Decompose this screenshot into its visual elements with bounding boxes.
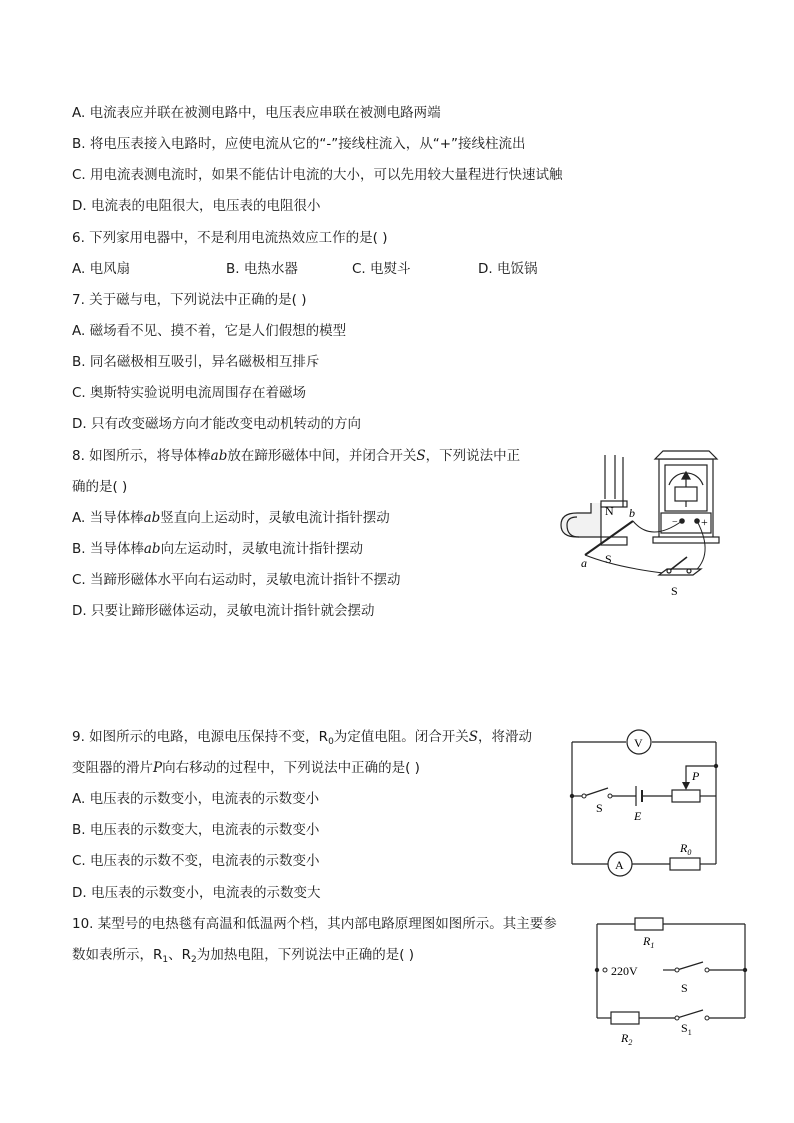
switch-s1-label: $S_1$: [681, 1021, 692, 1037]
q8-option-c: C. 当蹄形磁体水平向右运动时，灵敏电流计指针不摆动: [72, 572, 401, 588]
q6-option-c: C. 电熨斗: [352, 261, 411, 277]
q9-option-b: B. 电压表的示数变大，电流表的示数变小: [72, 822, 320, 838]
q9-circuit-diagram: [560, 728, 730, 880]
q7-stem: 7. 关于磁与电，下列说法中正确的是( ): [72, 292, 307, 308]
resistor-r0: [670, 858, 700, 870]
q9-option-c: C. 电压表的示数不变，电流表的示数变小: [72, 853, 320, 869]
magnet-n-label: N: [605, 504, 614, 518]
q8-stem: 8. 如图所示，将导体棒ab放在蹄形磁体中间，并闭合开关S，下列说法中正: [72, 448, 521, 464]
q8-option-d: D. 只要让蹄形磁体运动，灵敏电流计指针就会摆动: [72, 603, 375, 619]
switch-s1-blade: [677, 1010, 703, 1018]
battery-e-label: E: [634, 809, 642, 823]
voltage-label: 220V: [611, 964, 638, 978]
q9-stem: 9. 如图所示的电路，电源电压保持不变，$R_0$为定值电阻。闭合开关S，将滑动: [72, 729, 533, 747]
q10-circuit-diagram: [585, 912, 755, 1052]
switch-blade: [584, 788, 608, 796]
switch-s-label: S: [596, 801, 603, 815]
q7-option-b: B. 同名磁极相互吸引，异名磁极相互排斥: [72, 354, 320, 370]
q7-option-a: A. 磁场看不见、摸不着，它是人们假想的模型: [72, 323, 347, 339]
q8-stem-ab: ab: [210, 448, 228, 464]
conductor-a-label: a: [581, 556, 587, 570]
q6-stem: 6. 下列家用电器中，不是利用电流热效应工作的是( ): [72, 230, 388, 246]
q6-option-d: D. 电饭锅: [478, 261, 538, 277]
q9-option-a: A. 电压表的示数变小，电流表的示数变小: [72, 791, 320, 807]
switch-s-blade: [677, 962, 703, 970]
resistor-r1-label: $R_1$: [643, 934, 655, 950]
switch-s-label: S: [681, 981, 688, 995]
galvanometer-plus-label: +: [701, 515, 708, 529]
q9-option-d: D. 电压表的示数变小，电流表的示数变大: [72, 885, 321, 901]
q7-option-d: D. 只有改变磁场方向才能改变电动机转动的方向: [72, 416, 361, 432]
q8-stem-line2: 确的是( ): [72, 479, 128, 495]
q6-option-b: B. 电热水器: [226, 261, 298, 277]
voltmeter-label: V: [634, 736, 643, 750]
galvanometer-minus-label: −: [672, 517, 678, 528]
q10-stem-line2: 数如表所示，$R_1$、$R_2$为加热电阻，下列说法中正确的是( ): [72, 947, 415, 965]
magnet-s-label: S: [605, 552, 612, 566]
q5-option-d: D. 电流表的电阻很大，电压表的电阻很小: [72, 198, 321, 214]
ammeter-label: A: [615, 858, 624, 872]
q5-option-b: B. 将电压表接入电路时，应使电流从它的“-”接线柱流入，从“+”接线柱流出: [72, 136, 526, 152]
q5-option-c: C. 用电流表测电流时，如果不能估计电流的大小，可以先用较大量程进行快速试触: [72, 167, 563, 183]
resistor-r2-label: $R_2$: [621, 1031, 633, 1047]
resistor-r0-label: $R_0$: [680, 841, 692, 857]
galvanometer: [653, 451, 719, 543]
wire-a-to-switch: [585, 555, 663, 573]
q7-option-c: C. 奥斯特实验说明电流周围存在着磁场: [72, 385, 307, 401]
q8-induction-diagram: [555, 445, 725, 605]
q5-option-a: A. 电流表应并联在被测电路中，电压表应串联在被测电路两端: [72, 105, 441, 121]
resistor-r2: [611, 1012, 639, 1024]
q6-option-a: A. 电风扇: [72, 261, 131, 277]
q9-stem-line2: 变阻器的滑片P向右移动的过程中，下列说法中正确的是( ): [72, 760, 420, 776]
slider-p: [686, 766, 716, 784]
q10-stem-line1: 10. 某型号的电热毯有高温和低温两个档，其内部电路原理图如图所示。其主要参: [72, 916, 557, 932]
slider-p-label: P: [692, 769, 700, 783]
q8-option-a: A. 当导体棒ab竖直向上运动时，灵敏电流计指针摆动: [72, 510, 390, 526]
knife-switch: [659, 557, 701, 575]
q8-stem-s: S: [416, 448, 426, 464]
q8-option-b: B. 当导体棒ab向左运动时，灵敏电流计指针摆动: [72, 541, 364, 557]
rheostat-body: [672, 790, 700, 802]
switch-s-label: S: [671, 584, 678, 598]
conductor-b-label: b: [629, 506, 635, 520]
resistor-r1: [635, 918, 663, 930]
